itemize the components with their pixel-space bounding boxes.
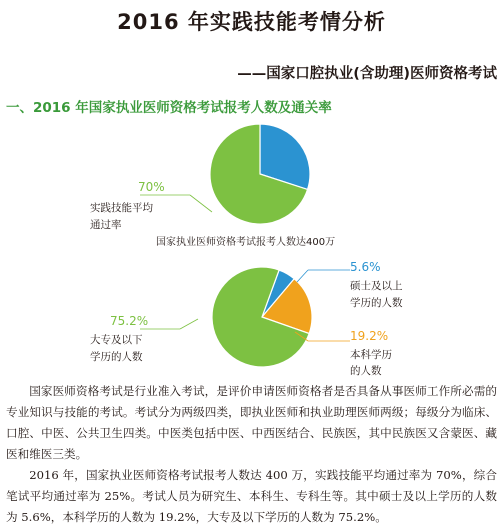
- pie2-leader-green-d: [180, 319, 198, 329]
- page-title: 2016 年实践技能考情分析: [117, 10, 386, 34]
- pie2-blue-label-line2: 学历的人数: [350, 297, 403, 309]
- pie2-blue-label-line1: 硕士及以上: [350, 280, 403, 292]
- pie2-orange-value: 19.2%: [350, 329, 389, 343]
- pie1-caption: 国家执业医师资格考试报考人数达400万: [156, 237, 336, 248]
- pie2-orange-label-line2: 的人数: [350, 365, 382, 377]
- section-heading: 一、2016 年国家执业医师资格考试报考人数及通关率: [6, 100, 332, 116]
- pie-chart-pass-rate: [210, 124, 310, 224]
- pie2-green-value: 75.2%: [110, 314, 149, 328]
- pie2-green-label-line1: 大专及以下: [90, 334, 143, 346]
- pie-charts: [0, 110, 503, 380]
- pie2-green-label-line2: 学历的人数: [90, 351, 143, 363]
- pie1-slice-value: 70%: [138, 180, 165, 194]
- pie2-orange-label-line1: 本科学历: [350, 349, 392, 361]
- body-text: [6, 381, 497, 528]
- page-subtitle: ——国家口腔执业(含助理)医师资格考试: [237, 66, 497, 82]
- pie2-leader-blue-d: [297, 270, 308, 282]
- pie1-slice-label-line2: 通过率: [90, 219, 122, 231]
- paragraph-1: 国家医师资格考试是行业准入考试，是评价申请医师资格者是否具备从事医师工作所必需的专业知识与技能的考试。考试分为两级四类，即执业医师和执业助理医师两级；每级分为临床、口腔、中医、公共卫生四类。中医类包括中医、中西医结合、民族医，其中民族医又含蒙医、藏医和维医三类。: [6, 384, 497, 461]
- pie1-leader-line-diag: [190, 195, 212, 212]
- paragraph-2: 2016 年，国家执业医师资格考试报考人数达 400 万，实践技能平均通过率为 70%，综合笔试平均通过率为 25%。考试人员为研究生、本科生、专科生等。其中硕士及以上学历的人数为 5.6%，本科学历的人数为 19.2%，大专及以下学历的人数为 75.2%。: [6, 468, 497, 524]
- pie2-blue-value: 5.6%: [350, 260, 381, 274]
- pie1-slice-label-line1: 实践技能平均: [90, 202, 153, 214]
